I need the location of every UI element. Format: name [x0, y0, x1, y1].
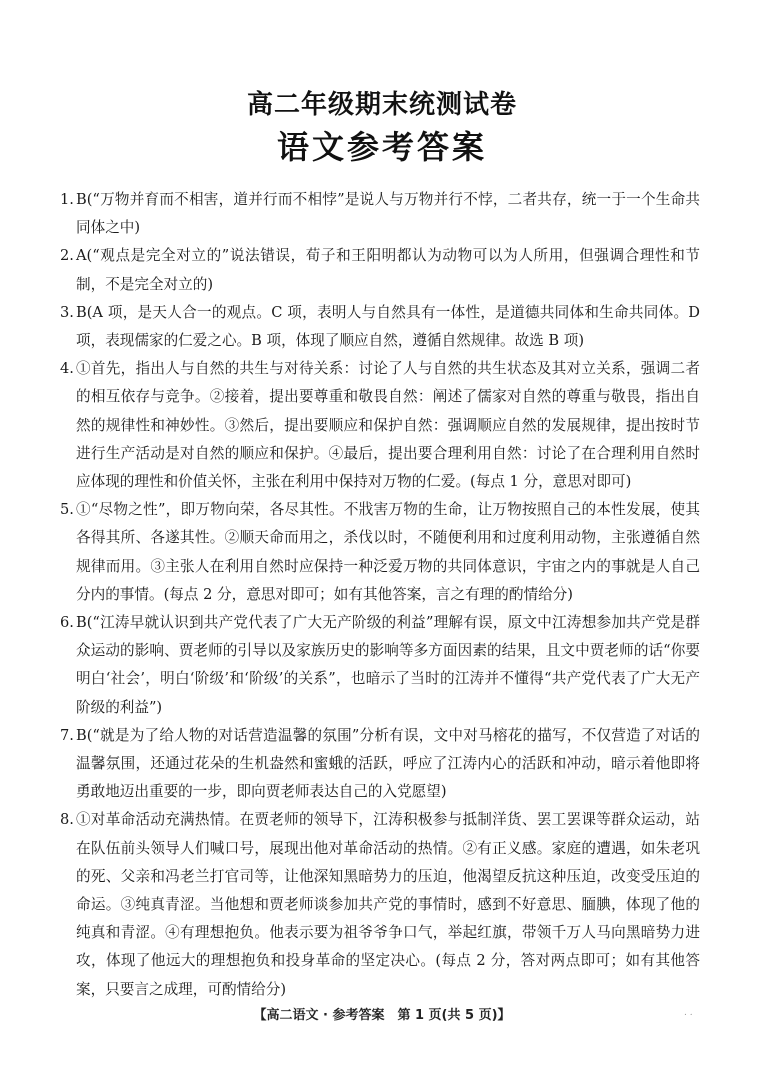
answer-number: 6.	[60, 614, 74, 632]
answer-number: 4.	[60, 360, 74, 378]
answer-number: 2.	[60, 247, 74, 265]
answer-key-title: 语文参考答案	[276, 128, 487, 166]
answer-text: B(A 项，是天人合一的观点。C 项，表明人与自然具有一体性，是道德共同体和生命共同体。D 项，表现儒家的仁爱之心。B 项，体现了顺应自然，遵循自然规律。故选 B 项)	[76, 303, 700, 350]
page-footer: 【高二语文 · 参考答案 第 1 页(共 5 页)】	[253, 1008, 511, 1023]
answer-list	[60, 186, 700, 1004]
answer-number: 7.	[60, 726, 74, 744]
corner-mark: . .	[684, 1008, 693, 1018]
answer-item-7	[60, 722, 700, 807]
answer-number: 1.	[60, 191, 74, 208]
exam-title: 高二年级期末统测试卷	[246, 90, 517, 120]
answer-text: B(“万物并育而不相害，道并行而不相悖”是说人与万物并行不悖，二者共存，统一于一个生命共同体之中)	[76, 191, 700, 237]
answer-item-8	[60, 806, 700, 1003]
answer-item-6	[60, 609, 700, 722]
answer-item-4	[60, 355, 700, 496]
answer-text: B(“就是为了给人物的对话营造温馨的氛围”分析有误，文中对马榕花的描写，不仅营造了对话的温馨氛围，还通过花朵的生机盎然和蜜蛾的活跃，呼应了江涛内心的活跃和冲动，暗示着他即将勇敢地迈出重要的一步，即向贾老师表达自己的入党愿望)	[76, 726, 700, 801]
answer-text: ①“尽物之性”，即万物向荣，各尽其性。不戕害万物的生命，让万物按照自己的本性发展，使其各得其所、各遂其性。②顺天命而用之，杀伐以时，不随便利用和过度利用动物，主张遵循自然规律而用。③主张人在利用自然时应保持一种泛爱万物的共同体意识，宇宙之内的事就是人自己分内的事情。(每点 2 分，意思对即可；如有其他答案，言之有理的酌情给分)	[76, 501, 700, 603]
answer-text: A(“观点是完全对立的”说法错误，荀子和王阳明都认为动物可以为人所用，但强调合理性和节制，不是完全对立的)	[76, 247, 700, 293]
answer-item-2	[60, 242, 700, 298]
answer-number: 5.	[60, 501, 74, 519]
answer-number: 8.	[60, 811, 74, 829]
answer-text: B(“江涛早就认识到共产党代表了广大无产阶级的利益”理解有误，原文中江涛想参加共产党是群众运动的影响、贾老师的引导以及家族历史的影响等多方面因素的结果，且文中贾老师的话“你要明白‘社会’，明白‘阶级’和‘阶级’的关系”，也暗示了当时的江涛并不懂得“共产党代表了广大无产阶级的利益”)	[76, 614, 700, 716]
answer-number: 3.	[60, 303, 74, 321]
answer-item-1	[60, 186, 700, 242]
answer-text: ①首先，指出人与自然的共生与对待关系：讨论了人与自然的共生状态及其对立关系，强调二者的相互依存与竞争。②接着，提出要尊重和敬畏自然：阐述了儒家对自然的尊重与敬畏，指出自然的规律性和神妙性。③然后，提出要顺应和保护自然：强调顺应自然的发展规律，提出按时节进行生产活动是对自然的顺应和保护。④最后，提出要合理利用自然：讨论了在合理利用自然时应体现的理性和价值关怀，主张在利用中保持对万物的仁爱。(每点 1 分，意思对即可)	[76, 360, 700, 491]
answer-item-5	[60, 496, 700, 609]
answer-text: ①对革命活动充满热情。在贾老师的领导下，江涛积极参与抵制洋货、罢工罢课等群众运动，站在队伍前头领导人们喊口号，展现出他对革命活动的热情。②有正义感。家庭的遭遇，如朱老巩的死、父亲和冯老兰打官司等，让他深知黑暗势力的压迫，他渴望反抗这种压迫，改变受压迫的命运。③纯真青涩。当他想和贾老师谈参加共产党的事情时，感到不好意思、腼腆，体现了他的纯真和青涩。④有理想抱负。他表示要为祖爷爷争口气，举起红旗，带领千万人马向黑暗势力进攻，体现了他远大的理想抱负和投身革命的坚定决心。(每点 2 分，答对两点即可；如有其他答案，只要言之成理，可酌情给分)	[76, 811, 700, 998]
answer-item-3	[60, 299, 700, 355]
